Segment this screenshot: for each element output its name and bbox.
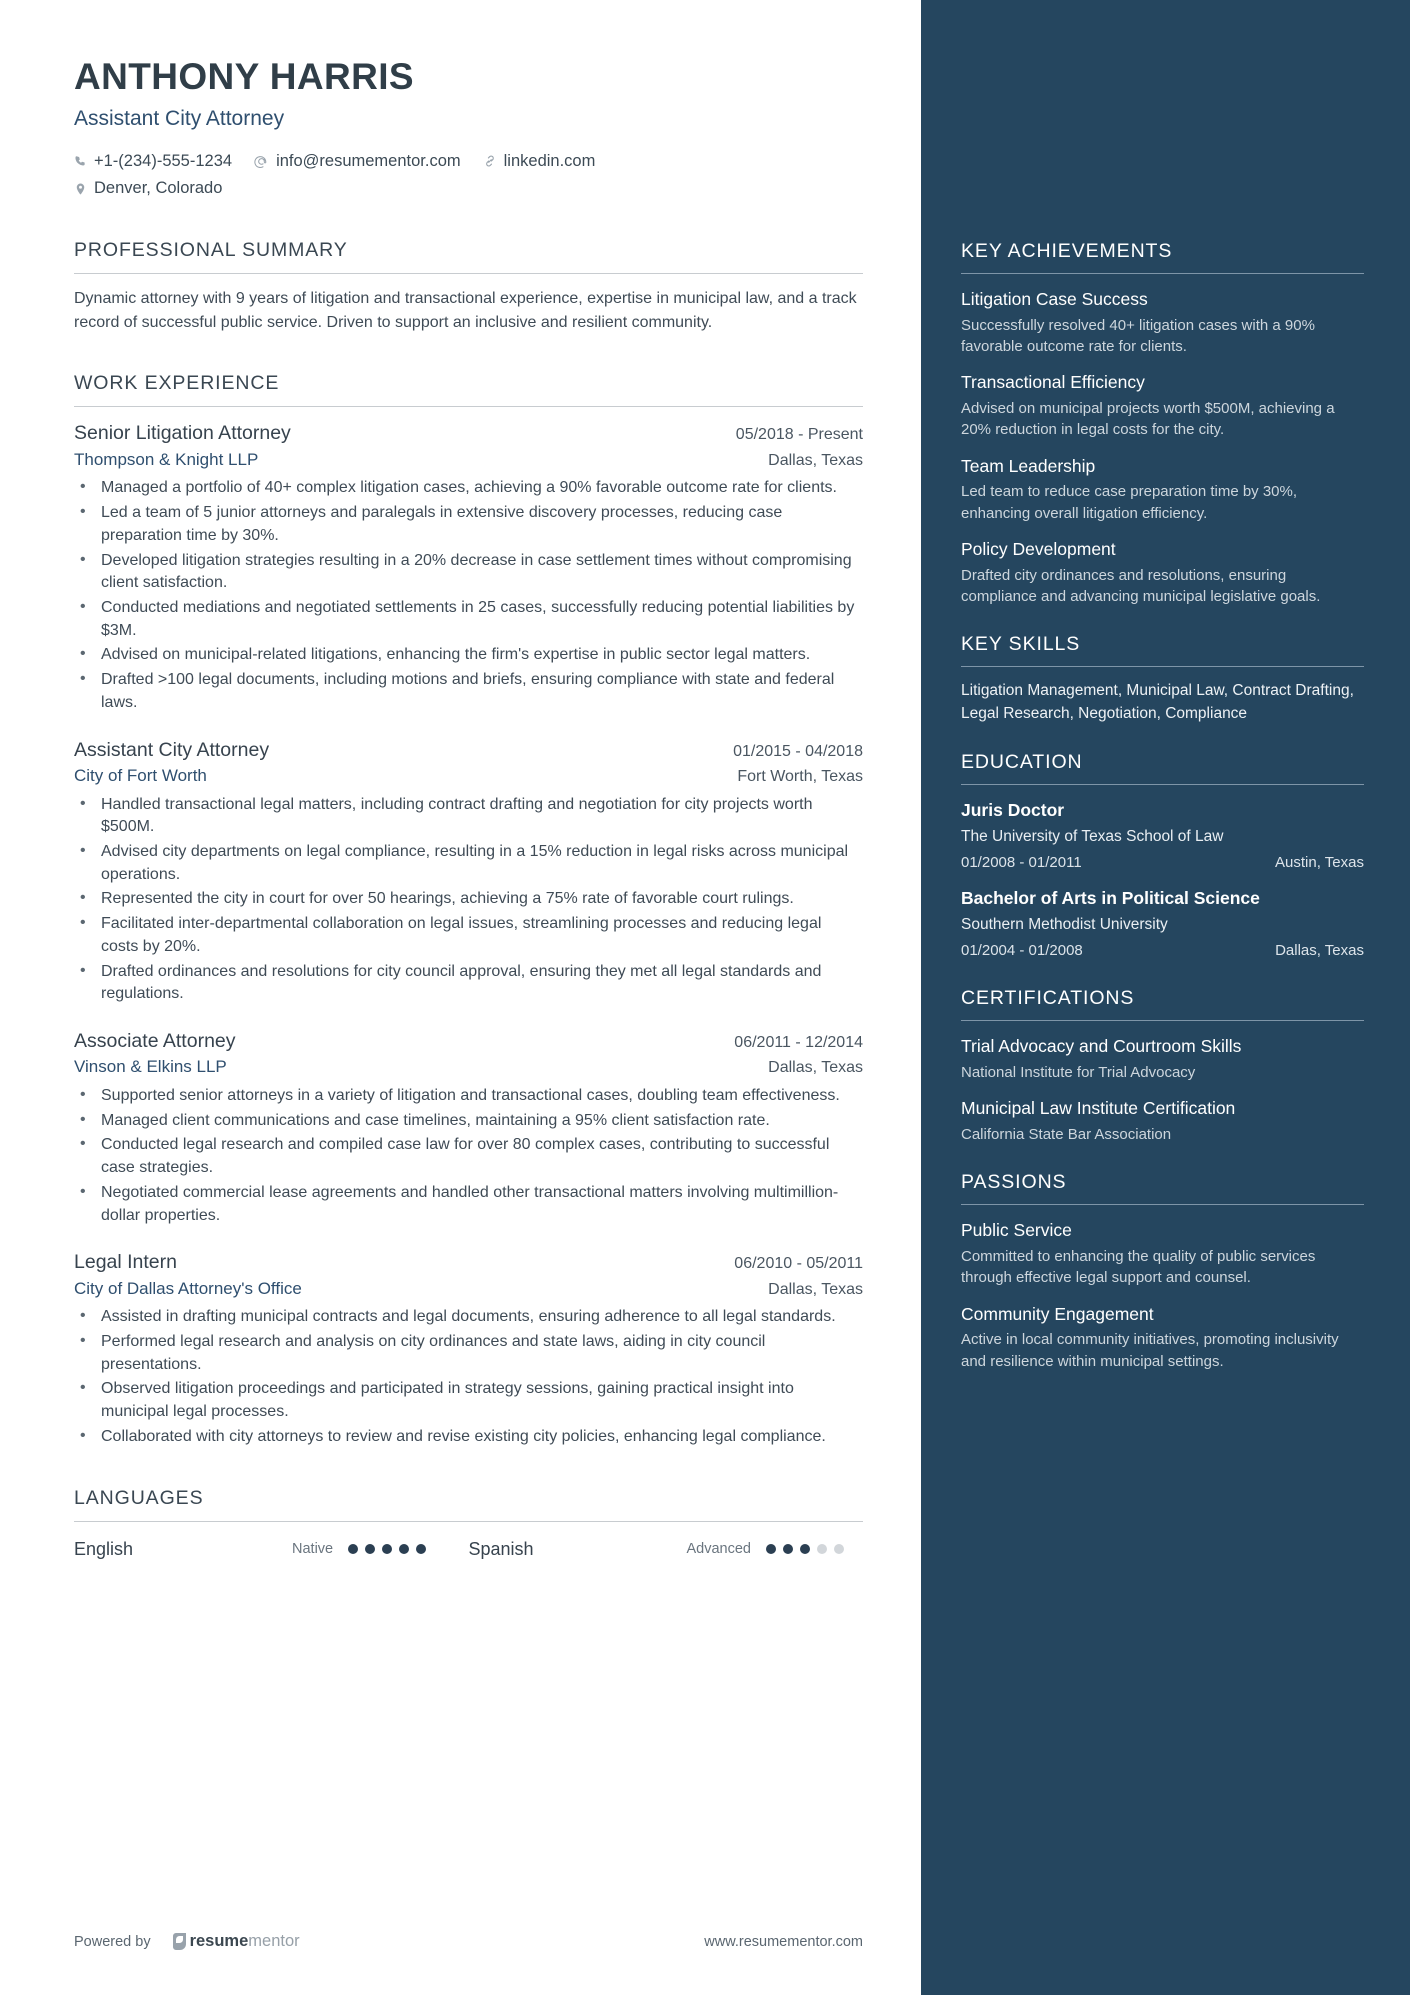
experience-entry-header (74, 737, 863, 763)
education-degree: Bachelor of Arts in Political Science (961, 888, 1260, 909)
education-list (961, 799, 1364, 961)
experience-bullet: • Advised city departments on legal compliance, resulting in a 15% reduction in legal risks across municipal operations. (74, 841, 863, 886)
experience-bullet: • Managed a portfolio of 40+ complex litigation cases, achieving a 90% favorable outcome rate for clients. (74, 477, 863, 500)
achievement-description: Led team to reduce case preparation time by 30%, enhancing overall litigation efficiency. (961, 483, 1298, 522)
education-school: Southern Methodist University (961, 916, 1168, 934)
experience-role: Senior Litigation Attorney (74, 422, 291, 445)
certifications-list (961, 1035, 1364, 1145)
experience-role: Associate Attorney (74, 1030, 236, 1053)
contact-email[interactable] (254, 149, 461, 174)
certification-item (961, 1097, 1364, 1145)
experience-role: Assistant City Attorney (74, 738, 270, 761)
experience-dates: 05/2018 - Present (735, 426, 863, 444)
language-level: Advanced (686, 1541, 751, 1558)
footer (74, 1932, 863, 1951)
achievement-item (961, 538, 1364, 607)
certification-title: Municipal Law Institute Certification (961, 1098, 1236, 1119)
experience-dates: 01/2015 - 04/2018 (733, 742, 863, 760)
certification-issuer: California State Bar Association (961, 1126, 1172, 1144)
contact-phone[interactable] (74, 149, 232, 174)
section-education (961, 751, 1364, 961)
experience-bullet: • Drafted ordinances and resolutions for city council approval, ensuring they met all legal standards and regulations. (74, 961, 863, 1006)
education-meta (961, 852, 1364, 874)
experience-entry-header (74, 1028, 863, 1054)
education-heading: EDUCATION (961, 751, 1364, 785)
rating-dot (783, 1544, 793, 1554)
experience-entry-subheader (74, 1277, 863, 1302)
language-item (74, 1539, 469, 1560)
contact-list (74, 149, 714, 202)
contact-linkedin[interactable] (483, 149, 596, 174)
experience-bullets (74, 1306, 863, 1448)
section-key-achievements (961, 240, 1364, 607)
passion-description: Committed to enhancing the quality of public services through effective legal support and counsel. (961, 1248, 1316, 1287)
experience-entry-header (74, 1249, 863, 1275)
experience-entry (74, 1249, 863, 1448)
experience-entry (74, 420, 863, 714)
logo-light-text: mentor (248, 1932, 300, 1950)
sidebar-column (921, 0, 1410, 1995)
experience-organization: City of Fort Worth (74, 765, 207, 785)
experience-entry (74, 737, 863, 1006)
contact-location (74, 176, 714, 201)
powered-by-label: Powered by (74, 1933, 151, 1950)
experience-heading: WORK EXPERIENCE (74, 372, 863, 407)
contact-phone-text: +1-(234)-555-1234 (94, 151, 233, 170)
passion-title: Community Engagement (961, 1303, 1154, 1324)
experience-bullet: • Negotiated commercial lease agreements and handled other transactional matters involving multimillion-dollar properties. (74, 1182, 863, 1227)
certification-issuer: National Institute for Trial Advocacy (961, 1064, 1196, 1081)
phone-icon (74, 155, 87, 168)
rating-dot (416, 1544, 426, 1554)
experience-bullet: • Managed client communications and case timelines, maintaining a 95% client satisfaction rate. (74, 1110, 863, 1133)
experience-bullet: • Led a team of 5 junior attorneys and paralegals in extensive discovery processes, reducing case preparation time by 30%. (74, 502, 863, 547)
logo-mark-icon (173, 1933, 186, 1950)
rating-dot (800, 1544, 810, 1554)
rating-dot (348, 1544, 358, 1554)
achievement-item (961, 455, 1364, 524)
language-rating-dots (348, 1544, 426, 1554)
summary-text: Dynamic attorney with 9 years of litigation and transactional experience, expertise in municipal law, and a track record of successful public service. Driven to support an inclusive and resilient community. (74, 290, 857, 331)
experience-bullet: • Collaborated with city attorneys to review and revise existing city policies, enhancing legal compliance. (74, 1426, 863, 1449)
languages-list (74, 1535, 863, 1560)
passions-heading: PASSIONS (961, 1171, 1364, 1205)
summary-heading: PROFESSIONAL SUMMARY (74, 239, 863, 274)
passions-list (961, 1219, 1364, 1372)
section-key-skills (961, 633, 1364, 725)
rating-dot (382, 1544, 392, 1554)
skills-text: Litigation Management, Municipal Law, Contract Drafting, Legal Research, Negotiation, Compliance (961, 682, 1354, 722)
experience-bullet: • Conducted legal research and compiled case law for over 80 complex cases, contributing to successful case strategies. (74, 1134, 863, 1179)
experience-bullet: • Assisted in drafting municipal contracts and legal documents, ensuring adherence to all legal standards. (74, 1306, 863, 1329)
experience-role: Legal Intern (74, 1251, 177, 1274)
passion-description: Active in local community initiatives, promoting inclusivity and resilience within municipal settings. (961, 1331, 1339, 1370)
powered-by-block (74, 1932, 300, 1951)
rating-dot (834, 1544, 844, 1554)
experience-organization: Thompson & Knight LLP (74, 449, 259, 469)
achievements-heading: KEY ACHIEVEMENTS (961, 240, 1364, 274)
experience-bullet: • Observed litigation proceedings and participated in strategy sessions, gaining practical insight into municipal legal processes. (74, 1378, 863, 1423)
language-rating-dots (766, 1544, 844, 1554)
education-item (961, 799, 1364, 873)
education-item (961, 887, 1364, 961)
experience-list (74, 407, 863, 1448)
logo-wordmark (190, 1932, 300, 1951)
candidate-title: Assistant City Attorney (74, 107, 285, 131)
passion-title: Public Service (961, 1220, 1072, 1241)
certification-title: Trial Advocacy and Courtroom Skills (961, 1036, 1242, 1057)
link-icon (483, 154, 497, 168)
resumementor-logo (173, 1932, 300, 1951)
education-location: Dallas, Texas (1275, 941, 1364, 959)
passion-item (961, 1219, 1364, 1288)
location-icon (74, 182, 87, 196)
passion-item (961, 1303, 1364, 1372)
experience-bullet: • Developed litigation strategies resulting in a 20% decrease in case settlement times without compromising client satisfaction. (74, 550, 863, 595)
certifications-heading: CERTIFICATIONS (961, 987, 1364, 1021)
achievements-list (961, 288, 1364, 607)
achievement-description: Drafted city ordinances and resolutions, ensuring compliance and advancing municipal legislative goals. (961, 566, 1321, 606)
experience-dates: 06/2010 - 05/2011 (734, 1255, 863, 1273)
achievement-title: Team Leadership (961, 455, 1096, 476)
experience-entry-subheader (74, 448, 863, 473)
language-item (469, 1539, 864, 1560)
rating-dot (766, 1544, 776, 1554)
candidate-name: ANTHONY HARRIS (74, 56, 414, 97)
experience-bullet: • Conducted mediations and negotiated settlements in 25 cases, successfully reducing potential liabilities by $3M. (74, 597, 863, 642)
achievement-description: Advised on municipal projects worth $500M, achieving a 20% reduction in legal costs for the city. (961, 400, 1335, 439)
experience-location: Dallas, Texas (768, 1059, 863, 1077)
experience-bullet: • Supported senior attorneys in a variety of litigation and transactional cases, doubling team effectiveness. (74, 1085, 863, 1108)
language-name: English (74, 1538, 134, 1559)
language-level: Native (292, 1541, 334, 1558)
experience-bullets (74, 1085, 863, 1227)
education-degree: Juris Doctor (961, 800, 1065, 821)
experience-bullets (74, 794, 863, 1006)
logo-bold-text: resume (189, 1932, 249, 1950)
achievement-title: Policy Development (961, 539, 1116, 560)
languages-heading: LANGUAGES (74, 1487, 863, 1522)
education-dates: 01/2004 - 01/2008 (961, 941, 1083, 959)
section-work-experience (74, 372, 863, 1448)
education-location: Austin, Texas (1275, 853, 1364, 871)
experience-bullet: • Performed legal research and analysis on city ordinances and state laws, aiding in city council presentations. (74, 1331, 863, 1376)
experience-entry-subheader (74, 1055, 863, 1080)
rating-dot (817, 1544, 827, 1554)
education-dates: 01/2008 - 01/2011 (961, 853, 1082, 871)
achievement-title: Transactional Efficiency (961, 372, 1145, 393)
experience-location: Dallas, Texas (768, 1280, 863, 1298)
experience-bullet: • Handled transactional legal matters, including contract drafting and negotiation for city projects worth $500M. (74, 794, 863, 839)
footer-website[interactable]: www.resumementor.com (704, 1933, 863, 1950)
experience-bullets (74, 477, 863, 714)
rating-dot (399, 1544, 409, 1554)
language-name: Spanish (468, 1538, 534, 1559)
section-professional-summary (74, 239, 863, 334)
achievement-item (961, 288, 1364, 357)
email-icon (254, 154, 269, 169)
certification-item (961, 1035, 1364, 1083)
experience-bullet: • Drafted >100 legal documents, including motions and briefs, ensuring compliance with state and federal laws. (74, 669, 863, 714)
experience-bullet: • Advised on municipal-related litigations, enhancing the firm's expertise in public sector legal matters. (74, 644, 863, 667)
achievement-description: Successfully resolved 40+ litigation cases with a 90% favorable outcome rate for clients. (961, 316, 1315, 356)
experience-organization: Vinson & Elkins LLP (74, 1057, 227, 1077)
contact-location-text: Denver, Colorado (94, 179, 223, 198)
experience-entry-header (74, 420, 863, 446)
section-languages (74, 1487, 863, 1560)
experience-bullet: • Facilitated inter-departmental collaboration on legal issues, streamlining processes and reducing legal costs by 20%. (74, 913, 863, 958)
rating-dot (365, 1544, 375, 1554)
experience-entry (74, 1028, 863, 1227)
experience-bullet: • Represented the city in court for over 50 hearings, achieving a 75% rate of favorable court rulings. (74, 888, 863, 911)
education-meta (961, 940, 1364, 962)
contact-email-text: info@resumementor.com (276, 151, 461, 170)
experience-entry-subheader (74, 764, 863, 789)
achievement-title: Litigation Case Success (961, 289, 1148, 309)
skills-heading: KEY SKILLS (961, 633, 1364, 667)
section-certifications (961, 987, 1364, 1145)
achievement-item (961, 371, 1364, 440)
education-school: The University of Texas School of Law (961, 828, 1224, 846)
experience-organization: City of Dallas Attorney's Office (74, 1278, 302, 1298)
experience-location: Dallas, Texas (768, 451, 863, 469)
experience-location: Fort Worth, Texas (737, 767, 863, 785)
section-passions (961, 1171, 1364, 1372)
experience-dates: 06/2011 - 12/2014 (734, 1034, 863, 1052)
contact-linkedin-text: linkedin.com (503, 151, 596, 170)
